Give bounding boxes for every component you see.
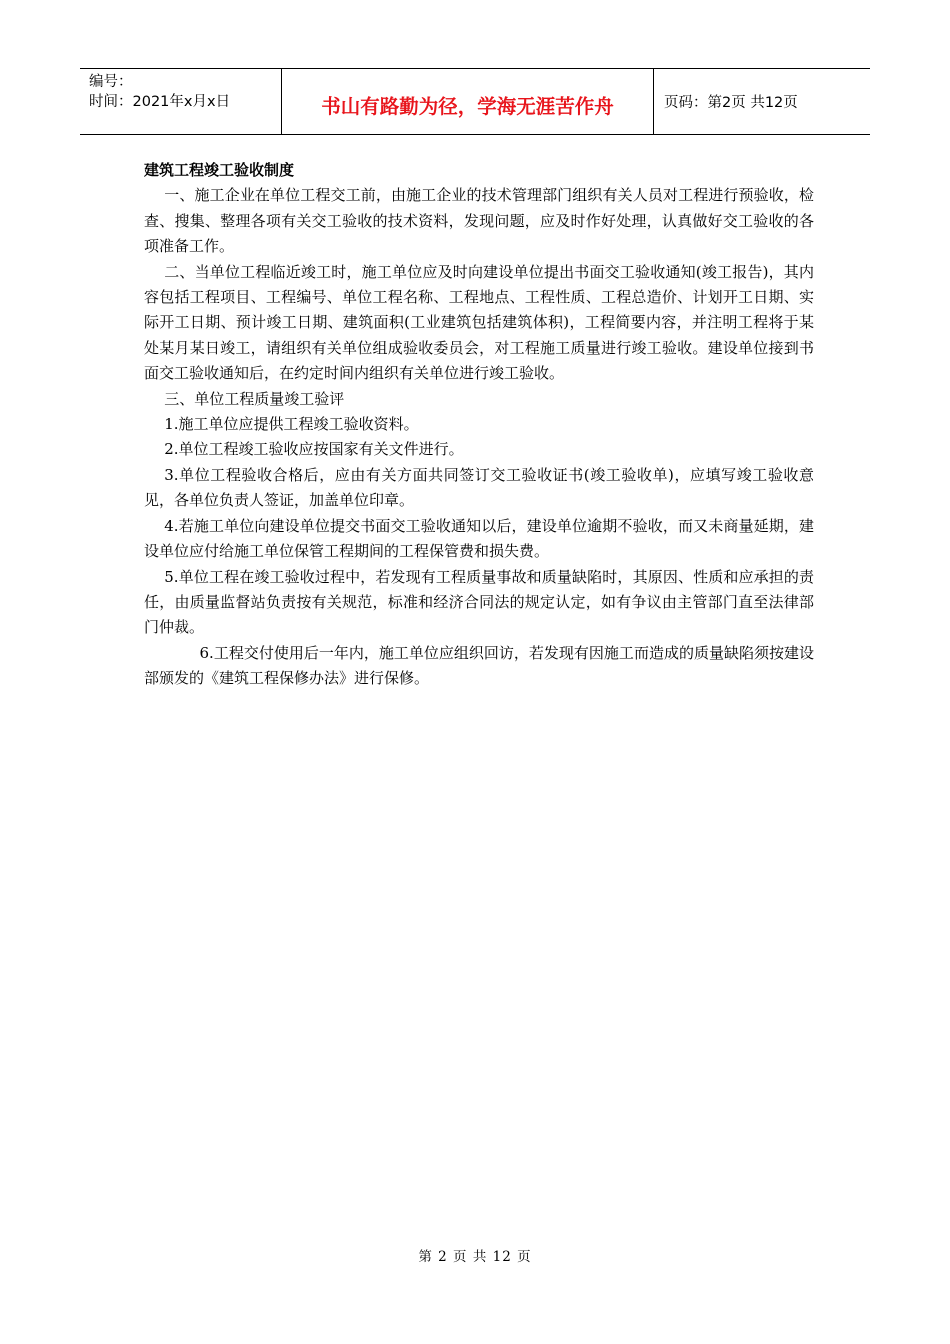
footer-page-number: 第 2 页 共 12 页 [418, 1249, 532, 1265]
paragraph: 6.工程交付使用后一年内，施工单位应组织回访，若发现有因施工而造成的质量缺陷须按建设部颁发的《建筑工程保修办法》进行保修。 [144, 643, 814, 688]
document-title: 建筑工程竣工验收制度 [144, 161, 295, 179]
page-footer [0, 1245, 950, 1265]
number-label: 编号： [89, 74, 133, 90]
paragraph: 4.若施工单位向建设单位提交书面交工验收通知以后，建设单位逾期不验收，而又未商量延期，建设单位应付给施工单位保管工程期间的工程保管费和损失费。 [144, 516, 814, 561]
paragraph: 1.施工单位应提供工程竣工验收资料。 [164, 415, 419, 434]
paragraph: 5.单位工程在竣工验收过程中，若发现有工程质量事故和质量缺陷时，其原因、性质和应承担的责任，由质量监督站负责按有关规范，标准和经济合同法的规定认定，如有争议由主管部门直至法律部门仲裁。 [144, 567, 814, 637]
document-body [144, 158, 814, 692]
paragraph: 2.单位工程竣工验收应按国家有关文件进行。 [164, 440, 464, 459]
page-header [80, 68, 870, 135]
time-label: 时间：2021年x月x日 [89, 94, 231, 110]
motto-text: 书山有路勤为径，学海无涯苦作舟 [321, 94, 614, 118]
header-page-info [654, 69, 870, 134]
paragraph: 三、单位工程质量竣工验评 [164, 389, 345, 408]
page-info-text: 页码：第2页 共12页 [664, 95, 798, 111]
paragraph: 二、当单位工程临近竣工时，施工单位应及时向建设单位提出书面交工验收通知(竣工报告)，其内容包括工程项目、工程编号、单位工程名称、工程地点、工程性质、工程总造价、计划开工日期、实际开工日期、预计竣工日期、建筑面积(工业建筑包括建筑体积)，工程简要内容，并注明工程将于某处某月某日竣工，请组织有关单位组成验收委员会，对工程施工质量进行竣工验收。建设单位接到书面交工验收通知后，在约定时间内组织有关单位进行竣工验收。 [144, 262, 814, 383]
header-meta [80, 69, 281, 134]
paragraph: 一、施工企业在单位工程交工前，由施工企业的技术管理部门组织有关人员对工程进行预验收，检查、搜集、整理各项有关交工验收的技术资料，发现问题，应及时作好处理，认真做好交工验收的各项准备工作。 [144, 186, 814, 256]
header-motto [281, 69, 654, 134]
paragraph: 3.单位工程验收合格后，应由有关方面共同签订交工验收证书(竣工验收单)，应填写竣工验收意见，各单位负责人签证，加盖单位印章。 [144, 465, 814, 510]
